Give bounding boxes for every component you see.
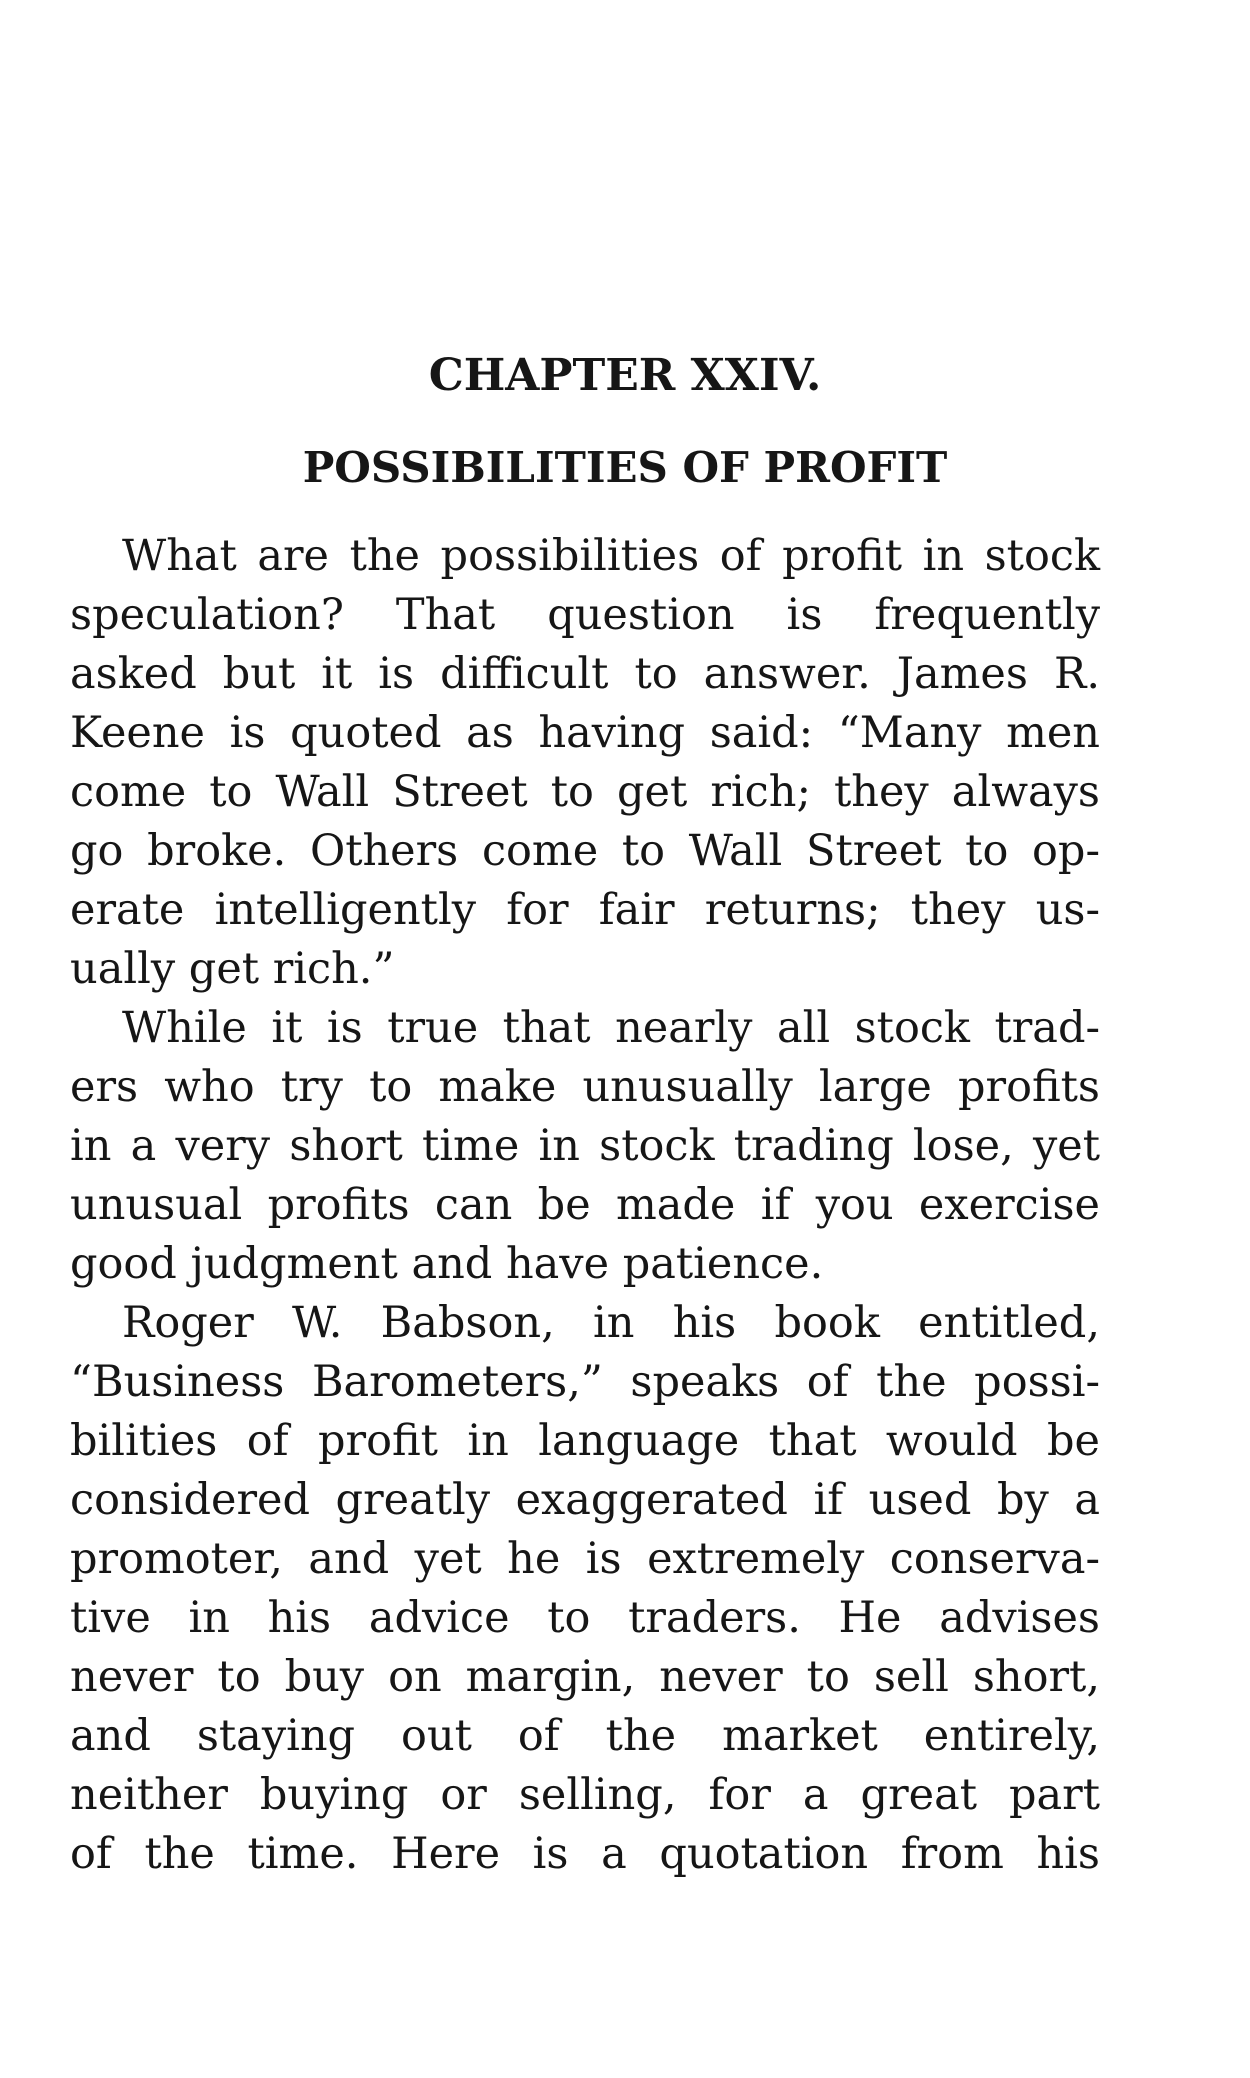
text-line: considered greatly exaggerated if used by a: [70, 1475, 1100, 1525]
text-line: and staying out of the market entirely,: [70, 1711, 1100, 1761]
text-line: Keene is quoted as having said: “Many men: [70, 708, 1100, 758]
text-line: speculation? That question is frequently: [70, 590, 1100, 640]
text-line: of the time. Here is a quotation from his: [70, 1829, 1100, 1879]
text-line: neither buying or selling, for a great part: [70, 1770, 1100, 1820]
text-line: never to buy on margin, never to sell short,: [70, 1652, 1100, 1702]
text-line: What are the possibilities of profit in stock: [122, 531, 1100, 581]
text-line: bilities of profit in language that would be: [70, 1416, 1100, 1466]
text-line: good judgment and have patience.: [70, 1239, 824, 1289]
text-line: erate intelligently for fair returns; they us-: [70, 885, 1100, 935]
text-line: unusual profits can be made if you exercise: [70, 1180, 1100, 1230]
text-line: go broke. Others come to Wall Street to op-: [70, 826, 1100, 876]
text-line: come to Wall Street to get rich; they always: [70, 767, 1100, 817]
chapter-heading: CHAPTER XXIV.: [428, 350, 822, 401]
text-line: ers who try to make unusually large profits: [70, 1062, 1100, 1112]
text-line: ually get rich.”: [70, 944, 395, 994]
text-line: promoter, and yet he is extremely conserva-: [70, 1534, 1100, 1584]
text-line: While it is true that nearly all stock trad-: [122, 1003, 1100, 1053]
text-line: tive in his advice to traders. He advises: [70, 1593, 1100, 1643]
text-line: in a very short time in stock trading lose, yet: [70, 1121, 1100, 1171]
text-line: “Business Barometers,” speaks of the possi-: [70, 1357, 1100, 1407]
text-line: asked but it is difficult to answer. James R.: [70, 649, 1100, 699]
text-line: Roger W. Babson, in his book entitled,: [122, 1298, 1100, 1348]
section-title: POSSIBILITIES OF PROFIT: [302, 443, 948, 492]
